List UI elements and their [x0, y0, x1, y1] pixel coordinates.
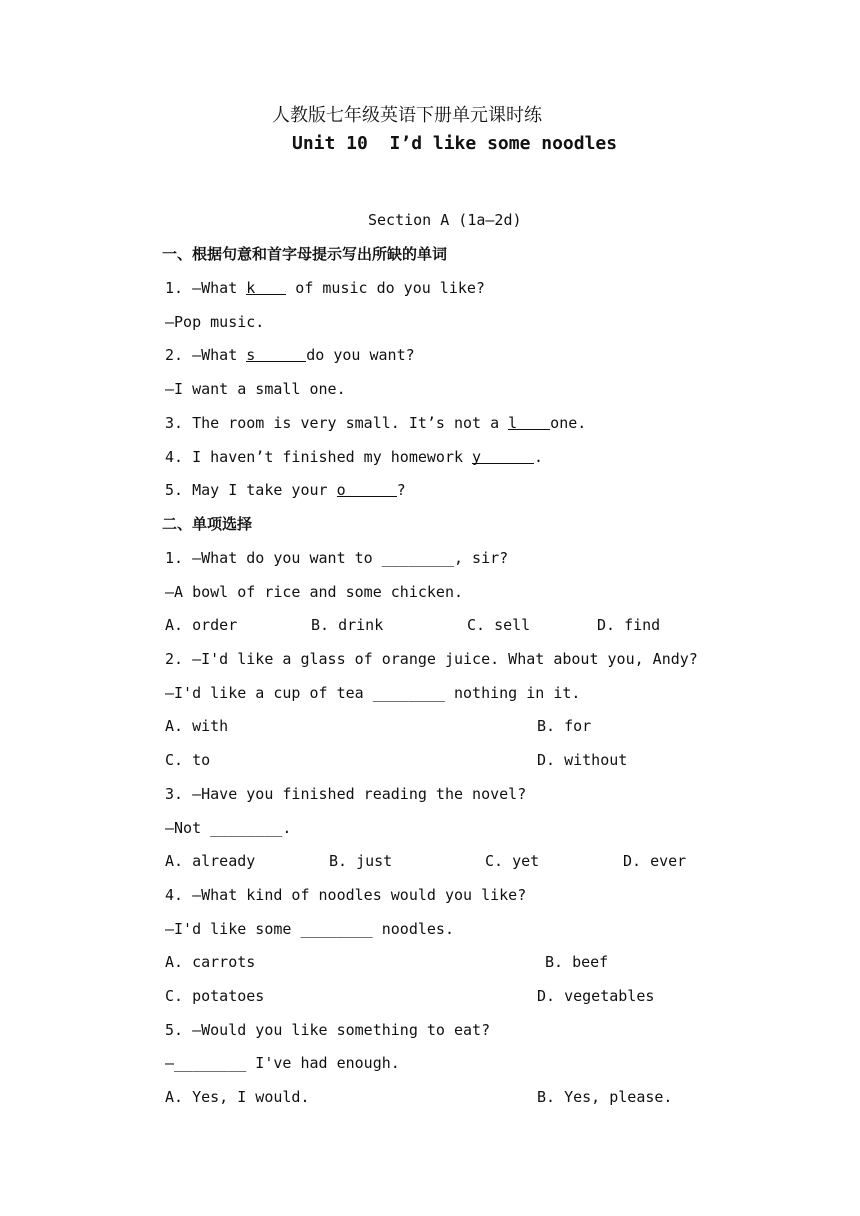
option-b[interactable]: B. for [537, 717, 592, 735]
part1-answer-2: —I want a small one. [165, 380, 346, 398]
part1-question-5 [165, 480, 406, 500]
question-text: 1. —What [165, 279, 247, 297]
part2-question-4: 4. —What kind of noodles would you like? [165, 886, 527, 904]
question-text: 5. May I take your [165, 481, 337, 499]
option-b[interactable]: B. just [329, 852, 393, 870]
part1-question-3 [165, 413, 586, 433]
option-c[interactable]: C. potatoes [165, 987, 265, 1005]
part2-question-3: 3. —Have you finished reading the novel? [165, 785, 527, 803]
book-title: 人教版七年级英语下册单元课时练 [272, 105, 542, 126]
answer-blank[interactable] [472, 447, 534, 464]
option-d[interactable]: D. vegetables [537, 987, 655, 1005]
part1-question-4 [165, 447, 543, 467]
part1-question-1 [165, 278, 485, 298]
question-text: do you want? [306, 346, 415, 364]
option-a[interactable]: A. with [165, 717, 229, 735]
question-text: of music do you like? [286, 279, 485, 297]
hint-letter: l [508, 414, 518, 432]
option-d[interactable]: D. ever [623, 852, 687, 870]
part2-answer-line-2: —I'd like a cup of tea ________ nothing in it. [165, 684, 581, 702]
option-a[interactable]: A. carrots [165, 953, 256, 971]
answer-blank[interactable] [246, 278, 286, 295]
question-text: 3. The room is very small. It’s not a [165, 414, 509, 432]
question-text: . [534, 448, 544, 466]
part1-heading: 一、根据句意和首字母提示写出所缺的单词 [162, 245, 448, 263]
option-d[interactable]: D. find [597, 616, 661, 634]
answer-blank[interactable] [246, 345, 306, 362]
question-text: one. [550, 414, 587, 432]
part2-heading: 二、单项选择 [162, 515, 253, 533]
part2-question-1: 1. —What do you want to ________, sir? [165, 549, 509, 567]
part2-answer-line-5: —________ I've had enough. [165, 1054, 400, 1072]
answer-blank[interactable] [337, 480, 397, 497]
part1-answer-1: —Pop music. [165, 313, 265, 331]
part2-question-5: 5. —Would you like something to eat? [165, 1021, 491, 1039]
option-a[interactable]: A. already [165, 852, 256, 870]
question-text: 4. I haven’t finished my homework [165, 448, 473, 466]
question-text: 2. —What [165, 346, 247, 364]
option-b[interactable]: B. beef [545, 953, 609, 971]
section-title: Section A (1a—2d) [368, 211, 522, 229]
option-c[interactable]: C. yet [485, 852, 540, 870]
option-d[interactable]: D. without [537, 751, 628, 769]
part2-answer-line-4: —I'd like some ________ noodles. [165, 920, 454, 938]
unit-title: Unit 10 I’d like some noodles [292, 133, 618, 154]
option-a[interactable]: A. order [165, 616, 238, 634]
answer-blank[interactable] [508, 413, 550, 430]
option-b[interactable]: B. Yes, please. [537, 1088, 673, 1106]
part1-question-2 [165, 345, 415, 365]
hint-letter: s [246, 346, 256, 364]
option-c[interactable]: C. sell [467, 616, 531, 634]
option-a[interactable]: A. Yes, I would. [165, 1088, 310, 1106]
option-c[interactable]: C. to [165, 751, 211, 769]
hint-letter: y [472, 448, 482, 466]
part2-answer-line-3: —Not ________. [165, 819, 292, 837]
question-text: ? [396, 481, 406, 499]
hint-letter: k [246, 279, 256, 297]
part2-answer-line-1: —A bowl of rice and some chicken. [165, 583, 464, 601]
part2-question-2: 2. —I'd like a glass of orange juice. What about you, Andy? [165, 650, 698, 668]
hint-letter: o [336, 481, 346, 499]
option-b[interactable]: B. drink [311, 616, 384, 634]
